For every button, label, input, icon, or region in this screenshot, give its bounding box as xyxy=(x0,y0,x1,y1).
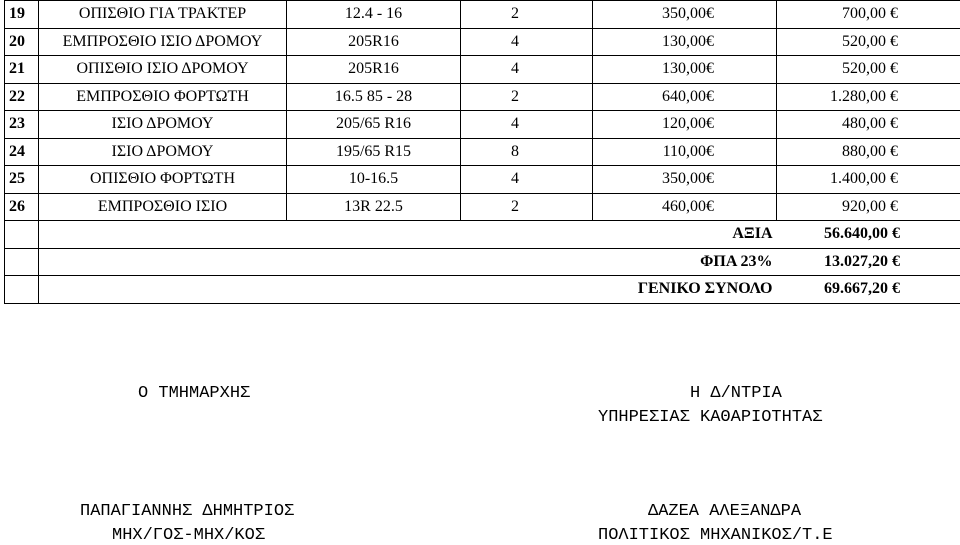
num: 26 xyxy=(5,193,39,221)
item-size: 12.4 - 16 xyxy=(287,1,461,29)
item-total: 700,00 € xyxy=(777,1,960,29)
item-size: 205R16 xyxy=(287,28,461,56)
item-quantity: 2 xyxy=(461,83,593,111)
item-description: ΕΜΠΡΟΣΘΙΟ ΙΣΙΟ ΔΡΟΜΟΥ xyxy=(39,28,287,56)
table-row xyxy=(5,1,960,29)
item-quantity: 4 xyxy=(461,166,593,194)
num: 21 xyxy=(5,56,39,84)
item-total: 520,00 € xyxy=(777,56,960,84)
totals-row xyxy=(5,276,960,304)
total-label: ΓΕΝΙΚΟ ΣΥΝΟΛΟ xyxy=(593,276,777,304)
totals-row xyxy=(5,248,960,276)
num: 19 xyxy=(5,1,39,29)
item-unit-price: 130,00€ xyxy=(593,28,777,56)
total-value: 13.027,20 € xyxy=(777,248,960,276)
total-value: 56.640,00 € xyxy=(777,221,960,249)
item-quantity: 2 xyxy=(461,1,593,29)
num: 20 xyxy=(5,28,39,56)
item-size: 195/65 R15 xyxy=(287,138,461,166)
num: 25 xyxy=(5,166,39,194)
item-total: 480,00 € xyxy=(777,111,960,139)
item-description: ΙΣΙΟ ΔΡΟΜΟΥ xyxy=(39,138,287,166)
item-quantity: 4 xyxy=(461,28,593,56)
empty-cell xyxy=(39,276,593,304)
empty-cell xyxy=(39,221,593,249)
table-row xyxy=(5,166,960,194)
empty-cell xyxy=(5,248,39,276)
left-title: Ο ΤΜΗΜΑΡΧΗΣ xyxy=(138,384,250,403)
item-unit-price: 130,00€ xyxy=(593,56,777,84)
table-row xyxy=(5,56,960,84)
item-unit-price: 120,00€ xyxy=(593,111,777,139)
item-total: 520,00 € xyxy=(777,28,960,56)
total-label: ΑΞΙΑ xyxy=(593,221,777,249)
item-description: ΟΠΙΣΘΙΟ ΦΟΡΤΩΤΗ xyxy=(39,166,287,194)
empty-cell xyxy=(39,248,593,276)
item-quantity: 2 xyxy=(461,193,593,221)
right-title: Η Δ/ΝΤΡΙΑ xyxy=(690,384,782,403)
item-description: ΟΠΙΣΘΙΟ ΙΣΙΟ ΔΡΟΜΟΥ xyxy=(39,56,287,84)
table-row xyxy=(5,193,960,221)
item-total: 1.280,00 € xyxy=(777,83,960,111)
item-size: 16.5 85 - 28 xyxy=(287,83,461,111)
item-description: ΕΜΠΡΟΣΘΙΟ ΦΟΡΤΩΤΗ xyxy=(39,83,287,111)
items-body xyxy=(5,1,960,221)
totals-row xyxy=(5,221,960,249)
table-row xyxy=(5,28,960,56)
item-unit-price: 350,00€ xyxy=(593,1,777,29)
item-description: ΕΜΠΡΟΣΘΙΟ ΙΣΙΟ xyxy=(39,193,287,221)
total-value: 69.667,20 € xyxy=(777,276,960,304)
item-quantity: 4 xyxy=(461,111,593,139)
item-quantity: 8 xyxy=(461,138,593,166)
left-role: ΜΗΧ/ΓΟΣ-ΜΗΧ/ΚΟΣ xyxy=(112,526,265,545)
item-description: ΙΣΙΟ ΔΡΟΜΟΥ xyxy=(39,111,287,139)
item-unit-price: 640,00€ xyxy=(593,83,777,111)
table-row xyxy=(5,111,960,139)
num: 23 xyxy=(5,111,39,139)
item-size: 205R16 xyxy=(287,56,461,84)
item-size: 13R 22.5 xyxy=(287,193,461,221)
items-table xyxy=(4,0,960,304)
item-unit-price: 350,00€ xyxy=(593,166,777,194)
item-size: 205/65 R16 xyxy=(287,111,461,139)
right-role: ΠΟΛΙΤΙΚΟΣ ΜΗΧΑΝΙΚΟΣ/Τ.Ε xyxy=(598,526,833,545)
totals-body xyxy=(5,221,960,304)
left-name: ΠΑΠΑΓΙΑΝΝΗΣ ΔΗΜΗΤΡΙΟΣ xyxy=(80,502,294,521)
num: 24 xyxy=(5,138,39,166)
table-row xyxy=(5,83,960,111)
num: 22 xyxy=(5,83,39,111)
item-quantity: 4 xyxy=(461,56,593,84)
item-total: 880,00 € xyxy=(777,138,960,166)
right-name: ΔΑΖΕΑ ΑΛΕΞΑΝΔΡΑ xyxy=(648,502,801,521)
table-row xyxy=(5,138,960,166)
item-unit-price: 460,00€ xyxy=(593,193,777,221)
total-label: ΦΠΑ 23% xyxy=(593,248,777,276)
right-subtitle: ΥΠΗΡΕΣΙΑΣ ΚΑΘΑΡΙΟΤΗΤΑΣ xyxy=(598,408,822,427)
item-unit-price: 110,00€ xyxy=(593,138,777,166)
empty-cell xyxy=(5,276,39,304)
item-description: ΟΠΙΣΘΙΟ ΓΙΑ ΤΡΑΚΤΕΡ xyxy=(39,1,287,29)
empty-cell xyxy=(5,221,39,249)
item-total: 1.400,00 € xyxy=(777,166,960,194)
item-total: 920,00 € xyxy=(777,193,960,221)
item-size: 10-16.5 xyxy=(287,166,461,194)
